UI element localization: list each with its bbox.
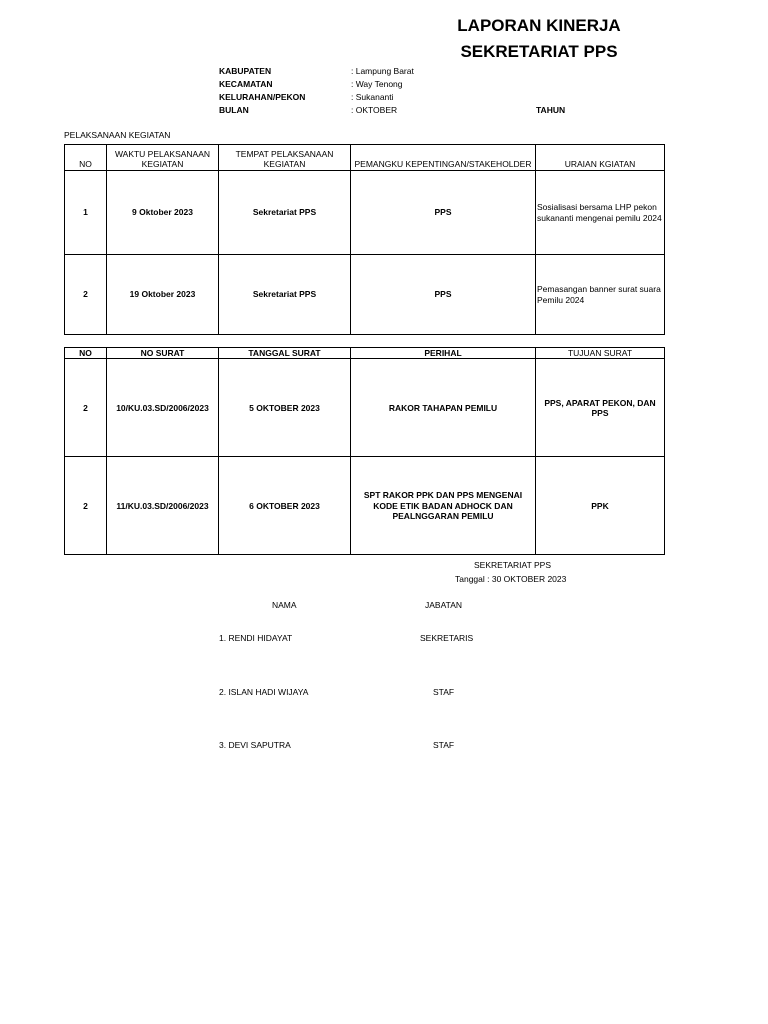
activities-table — [64, 144, 665, 335]
kecamatan-value: : Way Tenong — [351, 79, 403, 89]
col-no-surat: NO SURAT — [107, 348, 219, 359]
kabupaten-label: KABUPATEN — [219, 66, 272, 76]
cell-perihal: SPT RAKOR PPK DAN PPS MENGENAI KODE ETIK BADAN ADHOCK DAN PEALNGGARAN PEMILU — [351, 457, 536, 555]
letters-table — [64, 347, 665, 555]
cell-no: 2 — [65, 457, 107, 555]
table-row — [65, 255, 665, 335]
cell-waktu: 19 Oktober 2023 — [107, 255, 219, 335]
table-row — [65, 457, 665, 555]
jabatan-label: JABATAN — [425, 600, 462, 610]
col-uraian: URAIAN KGIATAN — [536, 145, 665, 171]
cell-uraian: Pemasangan banner surat suara Pemilu 2024 — [536, 255, 665, 335]
report-subtitle: SEKRETARIAT PPS — [460, 42, 618, 61]
cell-no-surat: 11/KU.03.SD/2006/2023 — [107, 457, 219, 555]
person-role: STAF — [433, 687, 455, 697]
nama-label: NAMA — [272, 600, 297, 610]
cell-tempat: Sekretariat PPS — [219, 171, 351, 255]
col-waktu: WAKTU PELAKSANAAN KEGIATAN — [107, 145, 219, 171]
cell-perihal: RAKOR TAHAPAN PEMILU — [351, 359, 536, 457]
col-tujuan-surat: TUJUAN SURAT — [536, 348, 665, 359]
person-name: 3. DEVI SAPUTRA — [219, 740, 291, 750]
activities-header-row — [65, 145, 665, 171]
cell-no: 1 — [65, 171, 107, 255]
letters-header-row — [65, 348, 665, 359]
cell-tanggal: 5 OKTOBER 2023 — [219, 359, 351, 457]
person-role: STAF — [433, 740, 455, 750]
kelurahan-label: KELURAHAN/PEKON — [219, 92, 306, 102]
cell-no: 2 — [65, 255, 107, 335]
table-row — [65, 359, 665, 457]
cell-uraian: Sosialisasi bersama LHP pekon sukananti mengenai pemilu 2024 — [536, 171, 665, 255]
bulan-label: BULAN — [219, 105, 249, 115]
col-stakeholder: PEMANGKU KEPENTINGAN/STAKEHOLDER — [351, 145, 536, 171]
col-no: NO — [65, 348, 107, 359]
cell-no: 2 — [65, 359, 107, 457]
kecamatan-label: KECAMATAN — [219, 79, 273, 89]
cell-waktu: 9 Oktober 2023 — [107, 171, 219, 255]
col-no: NO — [65, 145, 107, 171]
col-perihal: PERIHAL — [351, 348, 536, 359]
cell-tanggal: 6 OKTOBER 2023 — [219, 457, 351, 555]
col-tanggal-surat: TANGGAL SURAT — [219, 348, 351, 359]
person-role: SEKRETARIS — [420, 633, 474, 643]
cell-tempat: Sekretariat PPS — [219, 255, 351, 335]
section-label: PELAKSANAAN KEGIATAN — [64, 130, 171, 140]
cell-stakeholder: PPS — [351, 255, 536, 335]
tahun-label: TAHUN — [536, 105, 566, 115]
cell-no-surat: 10/KU.03.SD/2006/2023 — [107, 359, 219, 457]
report-title: LAPORAN KINERJA — [457, 16, 621, 35]
kelurahan-value: : Sukananti — [351, 92, 394, 102]
person-name: 2. ISLAN HADI WIJAYA — [219, 687, 309, 697]
kabupaten-value: : Lampung Barat — [351, 66, 414, 76]
cell-tujuan: PPS, APARAT PEKON, DAN PPS — [536, 359, 665, 457]
table-row — [65, 171, 665, 255]
signature-org: SEKRETARIAT PPS — [474, 560, 551, 570]
cell-tujuan: PPK — [536, 457, 665, 555]
cell-stakeholder: PPS — [351, 171, 536, 255]
signature-date: Tanggal : 30 OKTOBER 2023 — [455, 574, 567, 584]
bulan-value: : OKTOBER — [351, 105, 398, 115]
col-tempat: TEMPAT PELAKSANAAN KEGIATAN — [219, 145, 351, 171]
person-name: 1. RENDI HIDAYAT — [219, 633, 293, 643]
